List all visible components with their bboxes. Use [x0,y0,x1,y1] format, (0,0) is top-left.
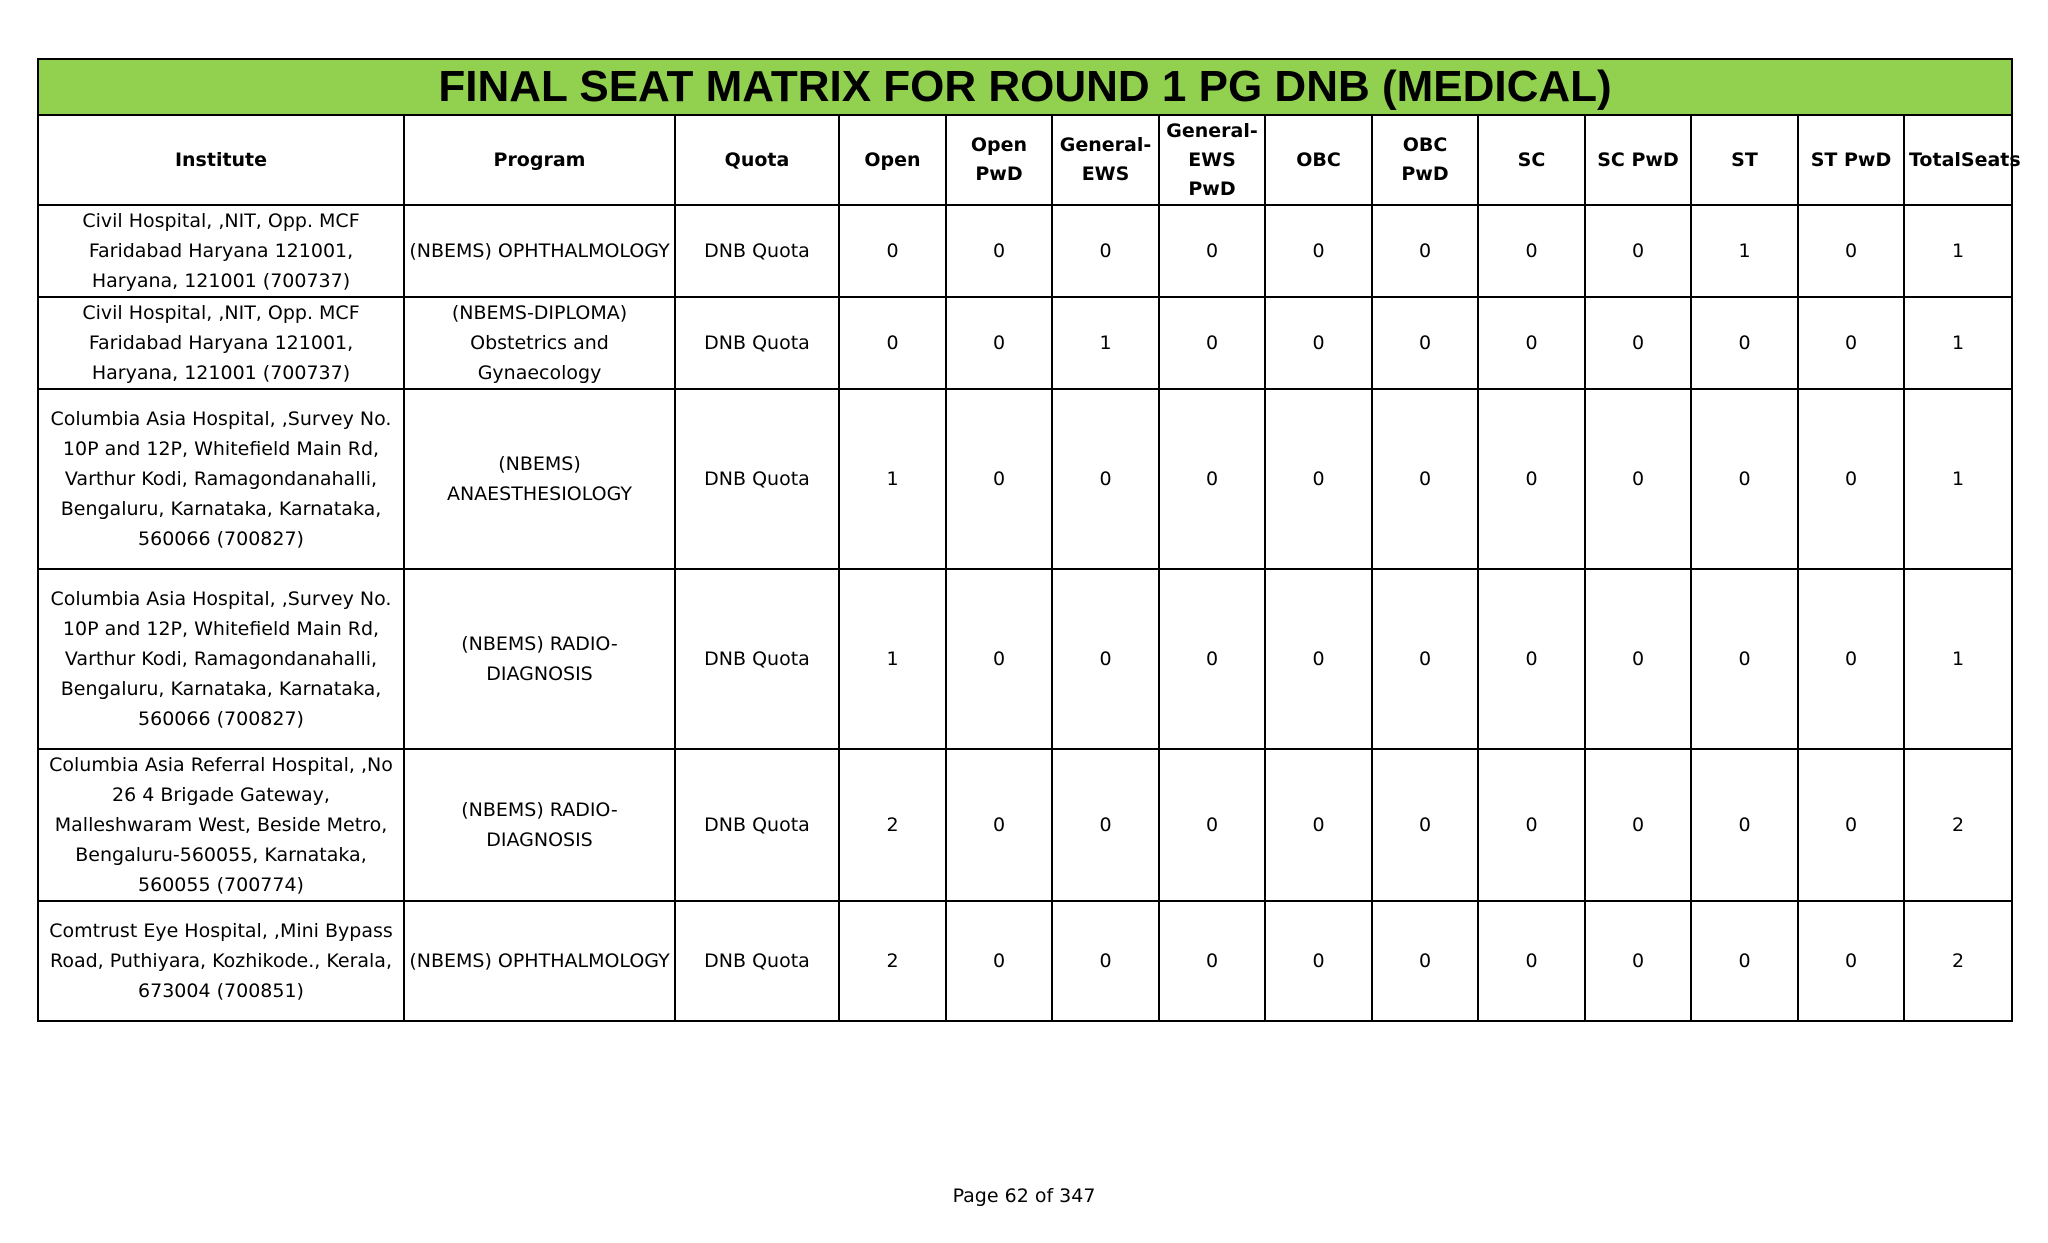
cell-sc: 0 [1478,749,1585,901]
cell-quota: DNB Quota [675,569,839,749]
page-number: Page 62 of 347 [952,1185,1096,1207]
header-general-ews-pwd: General- EWS PwD [1159,115,1265,205]
cell-open-pwd: 0 [946,749,1052,901]
table-row [38,297,2012,389]
cell-sc-pwd: 0 [1585,569,1691,749]
cell-sc: 0 [1478,297,1585,389]
cell-general-ews: 0 [1052,389,1159,569]
cell-open: 0 [839,297,946,389]
table-row [38,749,2012,901]
cell-total-seats: 1 [1904,569,2012,749]
cell-institute: Columbia Asia Hospital, ,Survey No. 10P and 12P, Whitefield Main Rd, Varthur Kodi, Ramagondanahalli, Bengaluru, Karnataka, Karnataka, 560066 (700827) [38,569,404,749]
cell-sc-pwd: 0 [1585,389,1691,569]
cell-open-pwd: 0 [946,901,1052,1021]
cell-obc-pwd: 0 [1372,749,1478,901]
cell-obc: 0 [1265,901,1372,1021]
header-sc-pwd: SC PwD [1585,115,1691,205]
header-program: Program [404,115,675,205]
seat-matrix-table [37,58,2021,1022]
cell-open-pwd: 0 [946,389,1052,569]
cell-open-pwd: 0 [946,297,1052,389]
cell-institute: Columbia Asia Referral Hospital, ,No 26 4 Brigade Gateway, Malleshwaram West, Beside Metro, Bengaluru-560055, Karnataka, 560055 (700774) [38,749,404,901]
header-institute: Institute [38,115,404,205]
cell-st-pwd: 0 [1798,569,1904,749]
cell-program: (NBEMS) RADIO-DIAGNOSIS [404,749,675,901]
cell-obc-pwd: 0 [1372,297,1478,389]
cell-obc: 0 [1265,205,1372,297]
cell-open-pwd: 0 [946,569,1052,749]
cell-st: 0 [1691,901,1798,1021]
cell-sc-pwd: 0 [1585,749,1691,901]
cell-st-pwd: 0 [1798,297,1904,389]
cell-open: 2 [839,749,946,901]
cell-institute: Civil Hospital, ,NIT, Opp. MCF Faridabad Haryana 121001, Haryana, 121001 (700737) [38,205,404,297]
cell-open-pwd: 0 [946,205,1052,297]
cell-institute: Comtrust Eye Hospital, ,Mini Bypass Road, Puthiyara, Kozhikode., Kerala, 673004 (700851) [38,901,404,1021]
cell-general-ews-pwd: 0 [1159,901,1265,1021]
cell-general-ews: 0 [1052,569,1159,749]
header-total-seats: TotalSeats [1904,115,2012,205]
cell-obc-pwd: 0 [1372,901,1478,1021]
cell-obc: 0 [1265,297,1372,389]
cell-obc: 0 [1265,569,1372,749]
cell-total-seats: 2 [1904,749,2012,901]
cell-st: 0 [1691,749,1798,901]
cell-program: (NBEMS-DIPLOMA) Obstetrics and Gynaecology [404,297,675,389]
cell-obc-pwd: 0 [1372,205,1478,297]
header-obc: OBC [1265,115,1372,205]
header-sc: SC [1478,115,1585,205]
cell-open: 2 [839,901,946,1021]
cell-open: 1 [839,569,946,749]
cell-obc-pwd: 0 [1372,389,1478,569]
cell-quota: DNB Quota [675,297,839,389]
cell-st: 1 [1691,205,1798,297]
header-obc-pwd: OBC PwD [1372,115,1478,205]
cell-open: 0 [839,205,946,297]
cell-general-ews: 0 [1052,901,1159,1021]
cell-sc-pwd: 0 [1585,297,1691,389]
cell-total-seats: 2 [1904,901,2012,1021]
cell-st-pwd: 0 [1798,901,1904,1021]
cell-sc: 0 [1478,389,1585,569]
cell-sc: 0 [1478,205,1585,297]
cell-st-pwd: 0 [1798,749,1904,901]
table-row [38,569,2012,749]
table-row [38,389,2012,569]
header-st: ST [1691,115,1798,205]
table-row [38,205,2012,297]
cell-institute: Civil Hospital, ,NIT, Opp. MCF Faridabad Haryana 121001, Haryana, 121001 (700737) [38,297,404,389]
cell-sc: 0 [1478,569,1585,749]
cell-total-seats: 1 [1904,389,2012,569]
cell-general-ews-pwd: 0 [1159,205,1265,297]
header-quota: Quota [675,115,839,205]
header-open-pwd: Open PwD [946,115,1052,205]
cell-obc: 0 [1265,749,1372,901]
header-open: Open [839,115,946,205]
table-row [38,901,2012,1021]
cell-st: 0 [1691,297,1798,389]
cell-institute: Columbia Asia Hospital, ,Survey No. 10P and 12P, Whitefield Main Rd, Varthur Kodi, Ramagondanahalli, Bengaluru, Karnataka, Karnataka, 560066 (700827) [38,389,404,569]
cell-general-ews: 0 [1052,749,1159,901]
cell-st: 0 [1691,569,1798,749]
header-general-ews: General- EWS [1052,115,1159,205]
cell-general-ews-pwd: 0 [1159,569,1265,749]
cell-total-seats: 1 [1904,205,2012,297]
cell-general-ews: 0 [1052,205,1159,297]
cell-program: (NBEMS) ANAESTHESIOLOGY [404,389,675,569]
cell-sc: 0 [1478,901,1585,1021]
cell-general-ews-pwd: 0 [1159,749,1265,901]
page-title: FINAL SEAT MATRIX FOR ROUND 1 PG DNB (MEDICAL) [38,59,2012,115]
cell-obc: 0 [1265,389,1372,569]
cell-sc-pwd: 0 [1585,205,1691,297]
cell-program: (NBEMS) OPHTHALMOLOGY [404,205,675,297]
cell-st-pwd: 0 [1798,205,1904,297]
cell-program: (NBEMS) RADIO-DIAGNOSIS [404,569,675,749]
cell-sc-pwd: 0 [1585,901,1691,1021]
cell-quota: DNB Quota [675,749,839,901]
cell-total-seats: 1 [1904,297,2012,389]
cell-program: (NBEMS) OPHTHALMOLOGY [404,901,675,1021]
cell-quota: DNB Quota [675,205,839,297]
cell-general-ews-pwd: 0 [1159,297,1265,389]
cell-general-ews: 1 [1052,297,1159,389]
cell-quota: DNB Quota [675,389,839,569]
cell-general-ews-pwd: 0 [1159,389,1265,569]
cell-st: 0 [1691,389,1798,569]
cell-st-pwd: 0 [1798,389,1904,569]
header-row [38,115,2012,205]
header-st-pwd: ST PwD [1798,115,1904,205]
cell-quota: DNB Quota [675,901,839,1021]
cell-obc-pwd: 0 [1372,569,1478,749]
cell-open: 1 [839,389,946,569]
